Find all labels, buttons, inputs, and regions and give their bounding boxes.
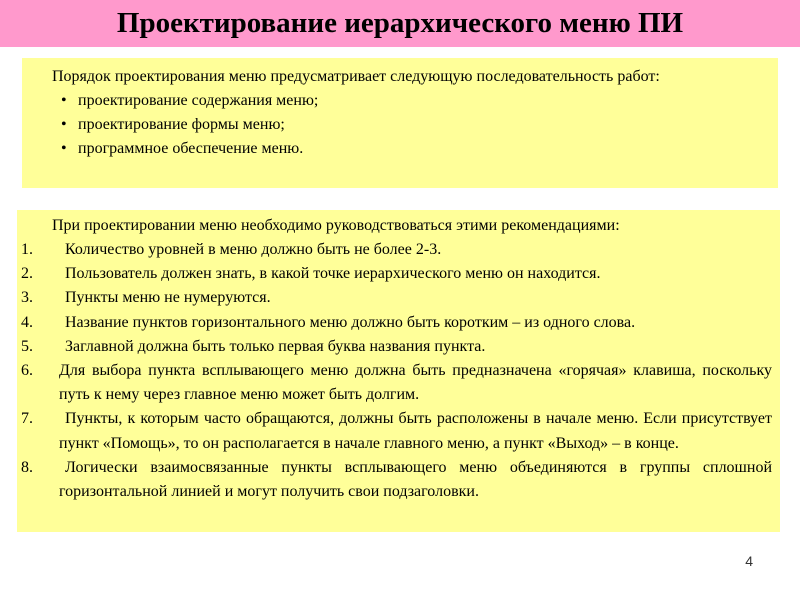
bullet-item <box>28 89 772 113</box>
item-number: 6. <box>21 362 33 380</box>
bullet-item <box>28 137 772 161</box>
item-number: 7. <box>21 410 33 428</box>
item-number: 4. <box>21 313 33 331</box>
item-number: 1. <box>21 241 33 258</box>
recommendations-list <box>21 238 772 504</box>
recommendations-box <box>17 210 780 532</box>
item-text: Пользователь должен знать, в какой точке иерархического меню он находится. <box>65 265 601 283</box>
list-item <box>21 407 772 455</box>
recommendations-intro: При проектировании меню необходимо руководствоваться этими рекомендациями: <box>52 217 620 234</box>
item-text: Количество уровней в меню должно быть не более 2-3. <box>65 241 442 258</box>
bullet-icon: • <box>61 140 67 157</box>
bullet-text: проектирование формы меню; <box>78 116 285 133</box>
item-text: Название пунктов горизонтального меню должно быть коротким – из одного слова. <box>65 313 636 331</box>
list-item <box>21 359 772 407</box>
item-number: 3. <box>21 289 33 307</box>
page-title: Проектирование иерархического меню ПИ <box>116 7 684 39</box>
list-item <box>21 238 772 262</box>
title-bar <box>0 0 800 47</box>
list-item <box>21 286 772 310</box>
list-item <box>21 311 772 335</box>
list-item <box>21 456 772 504</box>
process-intro: Порядок проектирования меню предусматривает следующую последовательность работ: <box>52 68 660 85</box>
bullet-icon: • <box>61 116 67 133</box>
list-item <box>21 262 772 286</box>
item-text: Пункты меню не нумеруются. <box>65 289 271 307</box>
list-item <box>21 335 772 359</box>
bullet-text: программное обеспечение меню. <box>78 140 304 157</box>
process-bullet-list <box>28 89 772 161</box>
page-number: 4 <box>745 553 753 569</box>
item-number: 2. <box>21 265 33 283</box>
item-number: 8. <box>21 458 33 476</box>
process-box <box>22 58 778 188</box>
item-text: Заглавной должна быть только первая буква названия пункта. <box>65 337 486 355</box>
item-text: Для выбора пункта всплывающего меню должна быть предназначена «горячая» клавиша, поскольку путь к нему через главное меню может быть долгим. <box>59 362 772 404</box>
item-text: Пункты, к которым часто обращаются, должны быть расположены в начале меню. Если присутствует пункт «Помощь», то он располагается в начале главного меню, а пункт «Выход» – в конце. <box>59 410 772 452</box>
bullet-text: проектирование содержания меню; <box>78 92 319 109</box>
bullet-icon: • <box>61 92 67 109</box>
item-number: 5. <box>21 337 33 355</box>
bullet-item <box>28 113 772 137</box>
item-text: Логически взаимосвязанные пункты всплывающего меню объединяются в группы сплошной горизонтальной линией и могут получить свои подзаголовки. <box>59 458 772 501</box>
